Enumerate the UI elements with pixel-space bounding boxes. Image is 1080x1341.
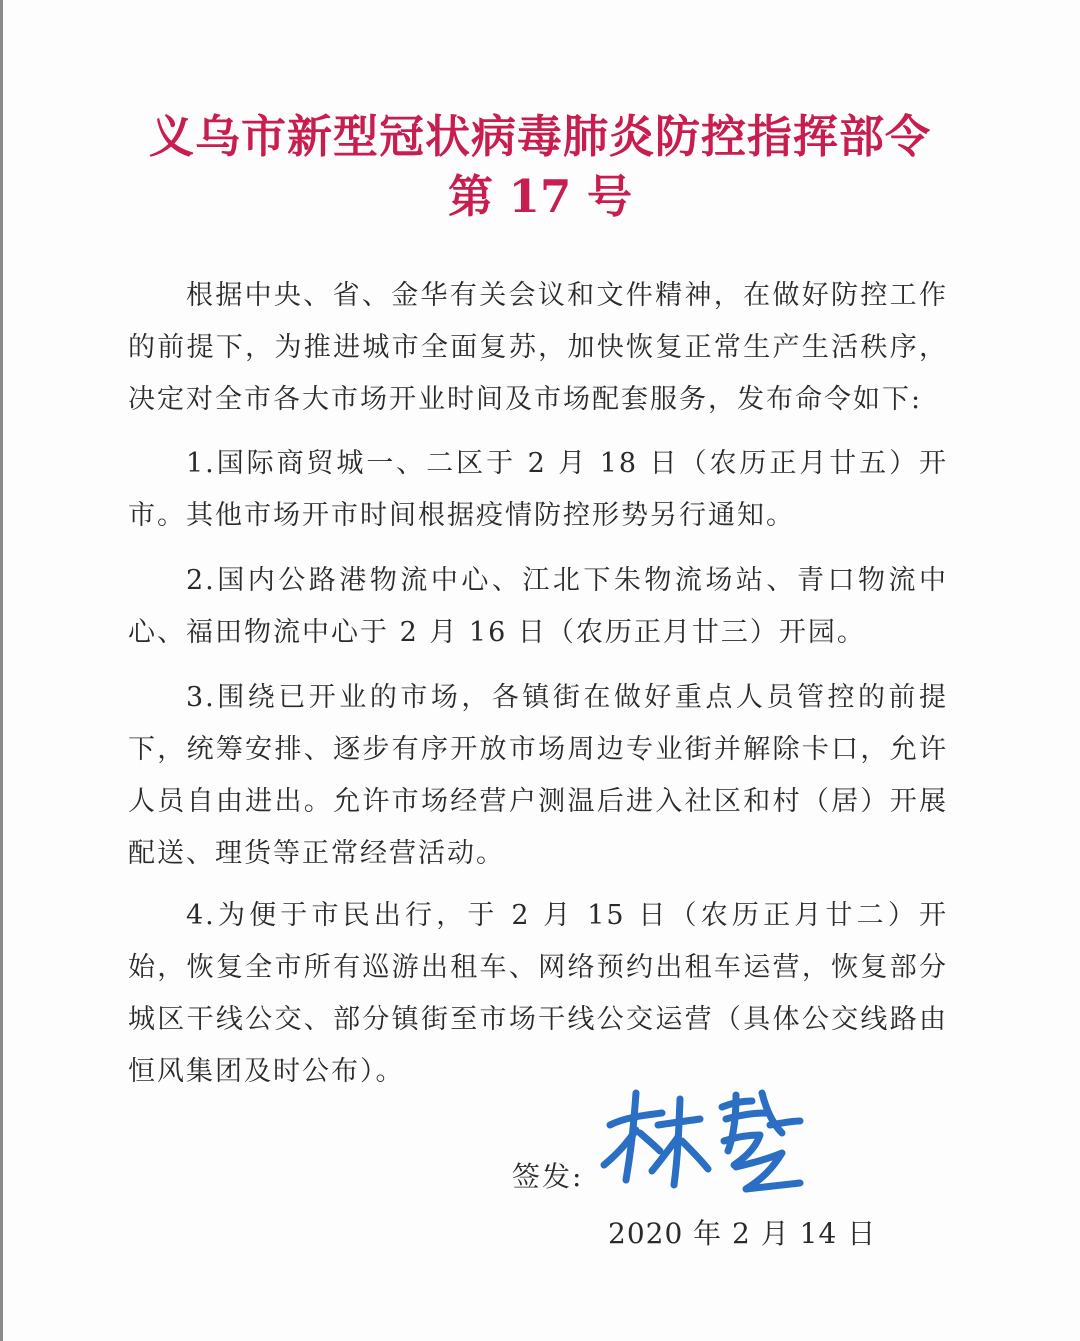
handwritten-signature <box>596 1085 806 1200</box>
item-1-text: 1.国际商贸城一、二区于 2 月 18 日（农历正月廿五）开市。其他市场开市时间根据疫情防控形势另行通知。 <box>128 448 948 531</box>
document-number: 第 17 号 <box>448 170 632 223</box>
document-title: 义乌市新型冠状病毒肺炎防控指挥部令 <box>148 110 931 163</box>
item-2-text: 2.国内公路港物流中心、江北下朱物流场站、青口物流中心、福田物流中心于 2 月 16 日（农历正月廿三）开园。 <box>128 565 948 648</box>
item-paragraph-1 <box>128 438 948 542</box>
intro-paragraph <box>128 270 948 426</box>
item-4-text: 4.为便于市民出行，于 2 月 15 日（农历正月廿二）开始，恢复全市所有巡游出租车、网络预约出租车运营，恢复部分城区干线公交、部分镇街至市场干线公交运营（具体公交线路由恒风集团及时公布）。 <box>128 900 948 1087</box>
item-paragraph-3 <box>128 672 948 880</box>
item-paragraph-4 <box>128 890 948 1098</box>
issue-date: 2020 年 2 月 14 日 <box>608 1217 877 1250</box>
signature-label: 签发: <box>512 1160 584 1193</box>
item-3-text: 3.围绕已开业的市场，各镇街在做好重点人员管控的前提下，统筹安排、逐步有序开放市场周边专业街并解除卡口，允许人员自由进出。允许市场经营户测温后进入社区和村（居）开展配送、理货等正常经营活动。 <box>128 682 948 869</box>
item-paragraph-2 <box>128 555 948 659</box>
intro-text: 根据中央、省、金华有关会议和文件精神，在做好防控工作的前提下，为推进城市全面复苏，加快恢复正常生产生活秩序，决定对全市各大市场开业时间及市场配套服务，发布命令如下: <box>128 280 948 415</box>
